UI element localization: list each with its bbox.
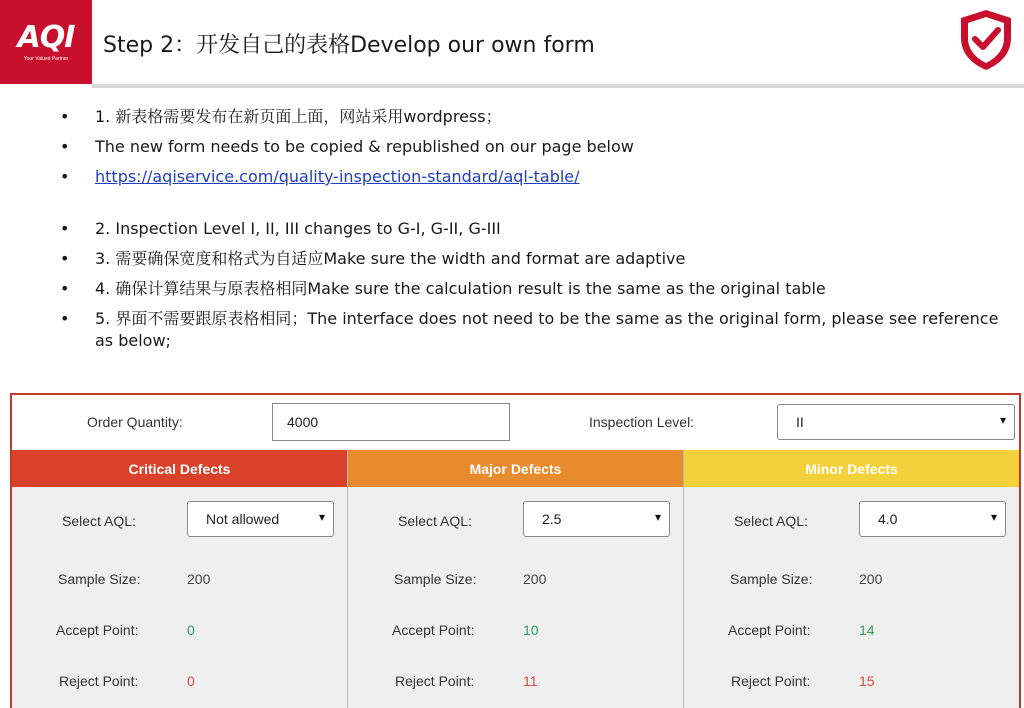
list-item-text: The new form needs to be copied & republished on our page below bbox=[95, 137, 634, 156]
requirements-list bbox=[60, 106, 1000, 360]
major-aql-value: 2.5 bbox=[542, 511, 562, 527]
chevron-down-icon: ▾ bbox=[990, 510, 997, 524]
chevron-down-icon: ▾ bbox=[654, 510, 661, 524]
inspection-level-select[interactable] bbox=[777, 404, 1015, 440]
chevron-down-icon: ▾ bbox=[999, 413, 1006, 427]
list-item-text: 5. 界面不需要跟原表格相同；The interface does not need to be the same as the original form, please see reference as below; bbox=[95, 309, 999, 350]
minor-aql-value: 4.0 bbox=[878, 511, 898, 527]
accept-point-label: Accept Point: bbox=[728, 622, 811, 638]
major-reject-point: 11 bbox=[523, 673, 538, 689]
minor-defects-column bbox=[684, 450, 1019, 708]
major-sample-size: 200 bbox=[523, 571, 547, 587]
minor-accept-point: 14 bbox=[859, 622, 875, 638]
select-aql-label: Select AQL: bbox=[734, 513, 808, 529]
sample-size-label: Sample Size: bbox=[58, 571, 141, 587]
reject-point-label: Reject Point: bbox=[731, 673, 811, 689]
list-item-text: 2. Inspection Level I, II, III changes to G-I, G-II, G-III bbox=[95, 219, 501, 238]
accept-point-label: Accept Point: bbox=[56, 622, 139, 638]
list-item-text: 1. 新表格需要发布在新页面上面，网站采用wordpress； bbox=[95, 107, 502, 126]
inspection-level-value: II bbox=[796, 414, 804, 430]
minor-defects-header: Minor Defects bbox=[684, 450, 1019, 487]
minor-reject-point: 15 bbox=[859, 673, 875, 689]
sample-size-label: Sample Size: bbox=[730, 571, 813, 587]
list-item: • https://aqiservice.com/quality-inspection-standard/aql-table/ bbox=[60, 166, 1000, 188]
chevron-down-icon: ▾ bbox=[318, 510, 325, 524]
page-title: Step 2：开发自己的表格Develop our own form bbox=[103, 33, 595, 58]
reject-point-label: Reject Point: bbox=[59, 673, 139, 689]
reject-point-label: Reject Point: bbox=[395, 673, 475, 689]
defect-columns bbox=[12, 450, 1019, 708]
minor-sample-size: 200 bbox=[859, 571, 883, 587]
order-quantity-input[interactable]: 4000 bbox=[272, 403, 510, 441]
critical-defects-header: Critical Defects bbox=[12, 450, 347, 487]
aqi-logo bbox=[0, 0, 92, 84]
logo-tagline: Your Valued Partner bbox=[23, 55, 69, 62]
major-aql-select[interactable] bbox=[523, 501, 670, 537]
critical-accept-point: 0 bbox=[187, 622, 195, 638]
critical-aql-value: Not allowed bbox=[206, 511, 280, 527]
order-quantity-label: Order Quantity: bbox=[87, 414, 183, 430]
major-defects-column bbox=[348, 450, 684, 708]
list-item: • 5. 界面不需要跟原表格相同；The interface does not need to be the same as the original form, please see reference as below; bbox=[60, 309, 999, 350]
aql-form bbox=[10, 393, 1021, 708]
sample-size-label: Sample Size: bbox=[394, 571, 477, 587]
major-accept-point: 10 bbox=[523, 622, 539, 638]
select-aql-label: Select AQL: bbox=[398, 513, 472, 529]
form-top-row bbox=[12, 395, 1019, 450]
list-item: • 1. 新表格需要发布在新页面上面，网站采用wordpress； bbox=[60, 106, 1000, 128]
list-item: • 3. 需要确保宽度和格式为自适应Make sure the width and format are adaptive bbox=[60, 248, 1000, 270]
minor-aql-select[interactable] bbox=[859, 501, 1006, 537]
critical-aql-select[interactable] bbox=[187, 501, 334, 537]
logo-text: AQI bbox=[17, 19, 75, 55]
accept-point-label: Accept Point: bbox=[392, 622, 475, 638]
list-item: • 2. Inspection Level I, II, III changes to G-I, G-II, G-III bbox=[60, 218, 1000, 240]
select-aql-label: Select AQL: bbox=[62, 513, 136, 529]
inspection-level-label: Inspection Level: bbox=[589, 414, 695, 430]
list-item: • The new form needs to be copied & republished on our page below bbox=[60, 136, 1000, 158]
critical-sample-size: 200 bbox=[187, 571, 211, 587]
major-defects-header: Major Defects bbox=[348, 450, 683, 487]
critical-reject-point: 0 bbox=[187, 673, 195, 689]
shield-check-icon bbox=[957, 8, 1015, 72]
list-item: • 4. 确保计算结果与原表格相同Make sure the calculation result is the same as the original table bbox=[60, 278, 1000, 300]
list-item-text: 4. 确保计算结果与原表格相同Make sure the calculation result is the same as the original table bbox=[95, 279, 826, 298]
critical-defects-column bbox=[12, 450, 348, 708]
aql-table-link[interactable]: https://aqiservice.com/quality-inspection-standard/aql-table/ bbox=[95, 167, 580, 186]
header-divider bbox=[92, 84, 1024, 88]
list-item-text: 3. 需要确保宽度和格式为自适应Make sure the width and format are adaptive bbox=[95, 249, 686, 268]
